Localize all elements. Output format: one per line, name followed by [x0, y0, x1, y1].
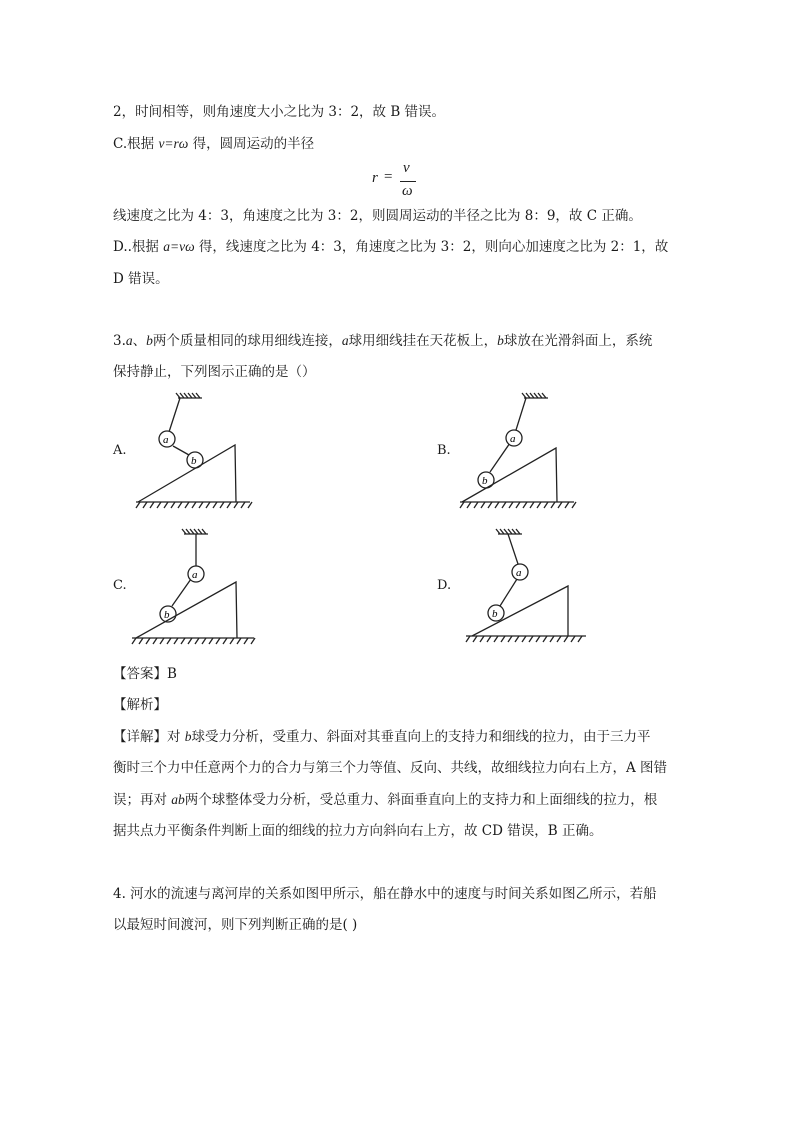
- inline-formula-v-r-omega: v=rω: [158, 136, 189, 151]
- formula-denominator: ω: [402, 183, 413, 199]
- q3-number: 3.: [113, 333, 126, 349]
- detail-line-3: [113, 790, 657, 810]
- q3-text-4: 球放在光滑斜面上，系统: [503, 333, 653, 349]
- question-3-line-1: [113, 331, 652, 351]
- text-line-2-pre: C.根据: [113, 136, 159, 152]
- inline-formula-a-v-omega: a=vω: [163, 239, 195, 254]
- detail-post: 球受力分析，受重力、斜面对其垂直向上的支持力和细线的拉力，由于三力平: [191, 729, 651, 745]
- string-lower: [172, 579, 191, 606]
- ball-a-label: a: [510, 433, 516, 445]
- text-line-2-post: 得，圆周运动的半径: [188, 136, 315, 152]
- string-upper: [169, 398, 180, 432]
- ball-b-label: b: [191, 455, 197, 467]
- text-line-5: D 错误。: [113, 271, 169, 287]
- figure-option-b: [456, 390, 586, 515]
- string-lower: [490, 443, 510, 472]
- detail-line-1: [113, 727, 651, 747]
- ball-b-label: b: [482, 475, 488, 487]
- text-line-3: 线速度之比为 4：3，角速度之比为 3：2，则圆周运动的半径之比为 8：9，故 C 正确。: [113, 208, 642, 224]
- formula-equals: =: [384, 169, 393, 185]
- q3-text-3: 球用细线挂在天花板上，: [348, 333, 498, 349]
- figure-option-a: [130, 390, 260, 515]
- string-upper: [516, 398, 526, 430]
- text-line-4: [113, 237, 668, 257]
- detail-line-2: 衡时三个力中任意两个力的合力与第三个力等值、反向、共线，故细线拉力向右上方，A 图错: [113, 760, 668, 776]
- ball-a-label: a: [192, 569, 198, 581]
- text-line-2: [113, 134, 314, 154]
- ball-b-label: b: [492, 608, 498, 620]
- q3-text-1: 、: [132, 333, 147, 349]
- question-3-line-2: 保持静止，下列图示正确的是（）: [113, 364, 316, 380]
- ball-a-label: a: [516, 567, 522, 579]
- detail-line-4: 据共点力平衡条件判断上面的细线的拉力方向斜向右上方，故 CD 错误，B 正确。: [113, 823, 603, 839]
- incline: [136, 582, 237, 638]
- fraction-bar: [400, 181, 416, 182]
- ball-a-label: a: [163, 434, 169, 446]
- option-c-label: C.: [113, 578, 127, 593]
- detail-pre: 【详解】对: [113, 729, 185, 745]
- answer-line: 【答案】B: [113, 666, 177, 682]
- option-d-label: D.: [437, 578, 452, 593]
- option-b-label: B.: [437, 443, 451, 458]
- option-a-label: A.: [113, 443, 127, 458]
- question-4-line-1: 4. 河水的流速与离河岸的关系如图甲所示，船在静水中的速度与时间关系如图乙所示，若船: [113, 886, 657, 902]
- detail-3-pre: 误；再对: [113, 792, 172, 808]
- question-4-line-2: 以最短时间渡河，则下列判断正确的是( ): [113, 917, 358, 933]
- formula-lhs: r: [372, 170, 378, 186]
- figure-option-c: [128, 526, 258, 651]
- q3-var-a2: a: [341, 333, 349, 348]
- detail-var-ab: ab: [171, 792, 185, 807]
- incline: [472, 586, 568, 636]
- figure-option-d: [460, 526, 590, 651]
- incline: [462, 448, 557, 502]
- q3-text-2: 两个质量相同的球用细线连接，: [152, 333, 342, 349]
- string-upper: [508, 534, 518, 564]
- detail-3-post: 两个球整体受力分析，受总重力、斜面垂直向上的支持力和上面细线的拉力，根: [184, 792, 658, 808]
- text-line-4-post: 得，线速度之比为 4：3，角速度之比为 3：2，则向心加速度之比为 2：1，故: [194, 239, 669, 255]
- analysis-title: 【解析】: [113, 697, 167, 713]
- ball-b-label: b: [164, 609, 170, 621]
- q3-var-b: b: [146, 333, 153, 348]
- q3-var-a: a: [125, 333, 133, 348]
- detail-var-b: b: [184, 729, 192, 744]
- string-lower: [173, 446, 189, 455]
- string-lower: [500, 579, 517, 606]
- formula-numerator: v: [403, 160, 410, 176]
- text-line-4-pre: D..根据: [113, 239, 164, 255]
- q3-var-b2: b: [497, 333, 504, 348]
- text-line-1: 2，时间相等，则角速度大小之比为 3：2，故 B 错误。: [113, 104, 446, 120]
